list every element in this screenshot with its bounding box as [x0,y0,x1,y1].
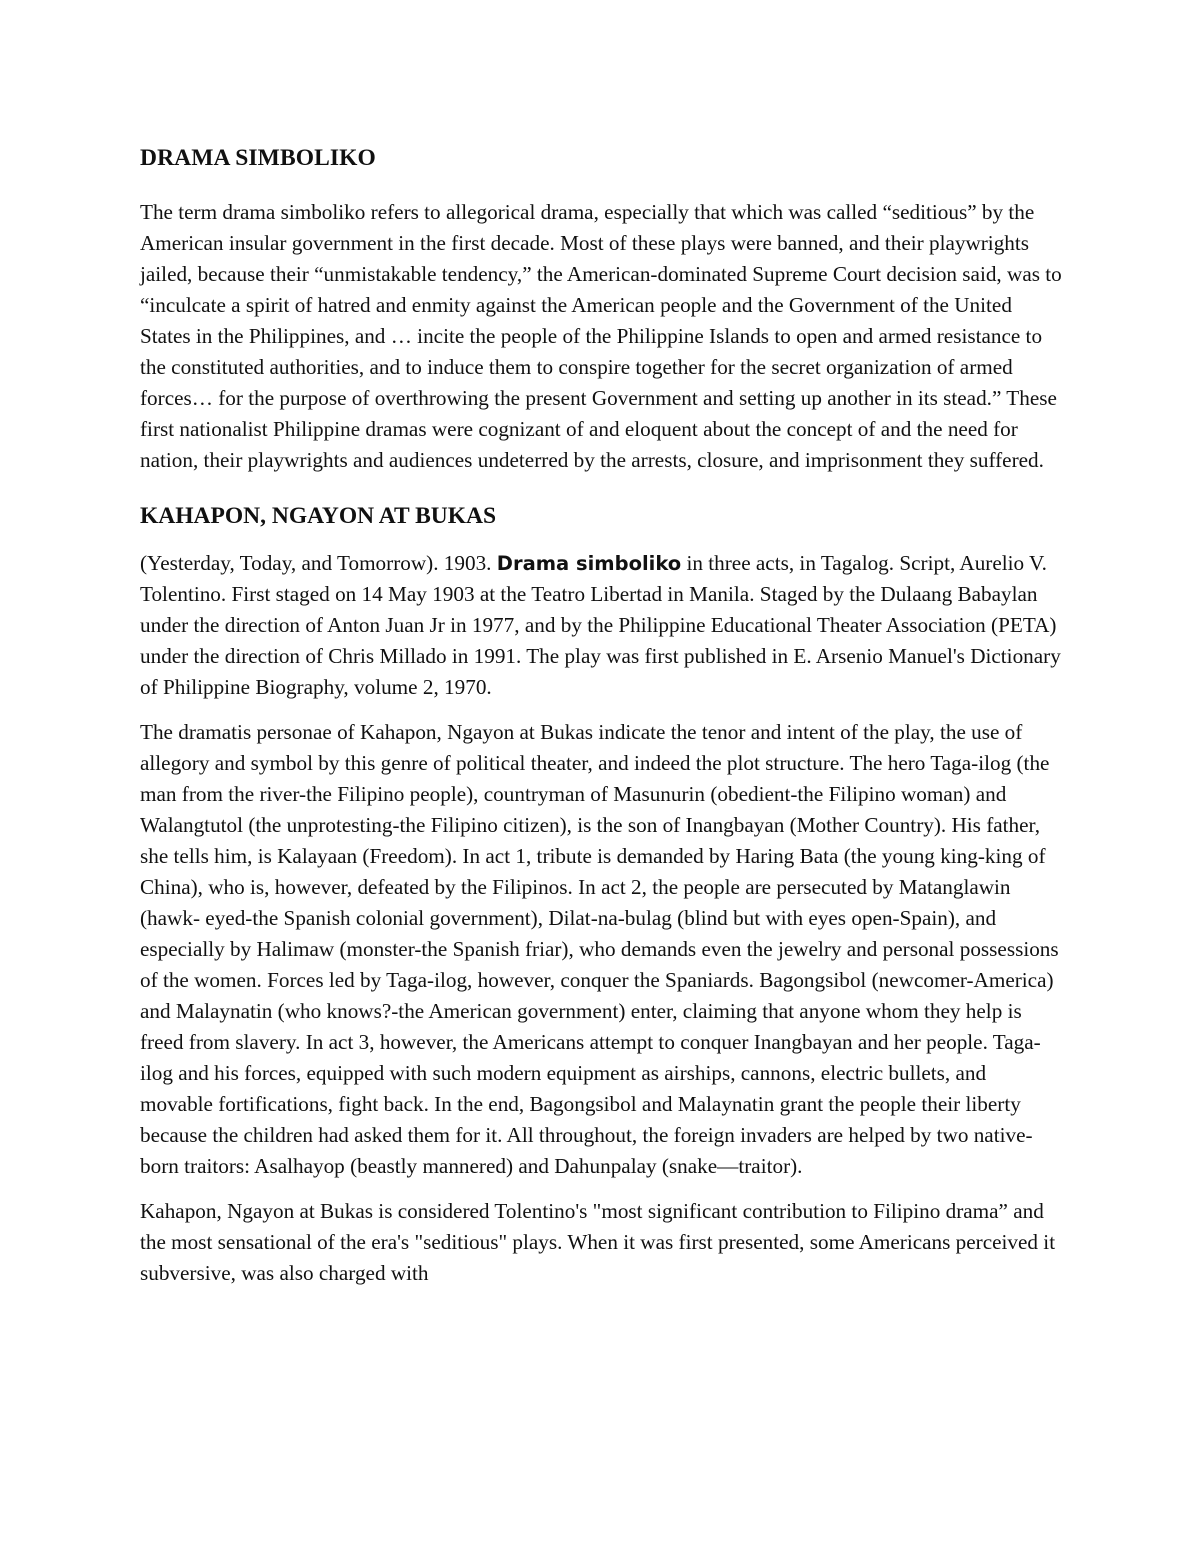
section-heading-drama-simboliko: DRAMA SIMBOLIKO [140,145,376,171]
paragraph-drama-simboliko-definition: The term drama simboliko refers to allegorical drama, especially that which was called “seditious” by the American insular government in the first decade. Most of these plays were banned, and their playwrights jailed, because their “unmistakable tendency,” the American-dominated Supreme Court decision said, was to “inculcate a spirit of hatred and enmity against the American people and the Government of the United States in the Philippines, and … incite the people of the Philippine Islands to open and armed resistance to the constituted authorities, and to induce them to conspire together for the secret organization of armed forces… for the purpose of overthrowing the present Government and setting up another in its stead.” These first nationalist Philippine dramas were cognizant of and eloquent about the concept of and the need for nation, their playwrights and audiences undeterred by the arrests, closure, and imprisonment they suffered. [140,200,1062,472]
paragraph-reception: Kahapon, Ngayon at Bukas is considered Tolentino's "most significant contribution to Filipino drama” and the most sensational of the era's "seditious" plays. When it was first presented, some Americans perceived it subversive, was also charged with [140,1199,1056,1285]
section-heading-kahapon-ngayon-at-bukas: KAHAPON, NGAYON AT BUKAS [140,503,497,529]
play-genre-bold: Drama simboliko [496,552,682,575]
document-body [140,138,1062,1303]
paragraph-dramatis-personae: The dramatis personae of Kahapon, Ngayon at Bukas indicate the tenor and intent of the play, the use of allegory and symbol by this genre of political theater, and indeed the plot structure. The hero Taga-ilog (the man from the river-the Filipino people), countryman of Masunurin (obedient-the Filipino woman) and Walangtutol (the unprotesting-the Filipino citizen), is the son of Inangbayan (Mother Country). His father, she tells him, is Kalayaan (Freedom). In act 1, tribute is demanded by Haring Bata (the young king-king of China), who is, however, defeated by the Filipinos. In act 2, the people are persecuted by Matanglawin (hawk- eyed-the Spanish colonial government), Dilat-na-bulag (blind but with eyes open-Spain), and especially by Halimaw (monster-the Spanish friar), who demands even the jewelry and personal possessions of the women. Forces led by Taga-ilog, however, conquer the Spaniards. Bagongsibol (newcomer-America) and Malaynatin (who knows?-the American government) enter, claiming that anyone whom they help is freed from slavery. In act 3, however, the Americans attempt to conquer Inangbayan and her people. Taga-ilog and his forces, equipped with such modern equipment as airships, cannons, electric bullets, and movable fortifications, fight back. In the end, Bagongsibol and Malaynatin grant the people their liberty because the children had asked them for it. All throughout, the foreign invaders are helped by two native-born traitors: Asalhayop (beastly mannered) and Dahunpalay (snake—traitor). [140,720,1059,1178]
paragraph-play-details [140,548,1062,703]
play-details-rest: in three acts, in Tagalog. Script, Aurelio V. Tolentino. First staged on 14 May 1903 at the Teatro Libertad in Manila. Staged by the Dulaang Babaylan under the direction of Anton Juan Jr in 1977, and by the Philippine Educational Theater Association (PETA) under the direction of Chris Millado in 1991. The play was first published in E. Arsenio Manuel's Dictionary of Philippine Biography, volume 2, 1970. [140,551,1061,699]
play-details-intro: (Yesterday, Today, and Tomorrow). 1903. [140,551,497,575]
